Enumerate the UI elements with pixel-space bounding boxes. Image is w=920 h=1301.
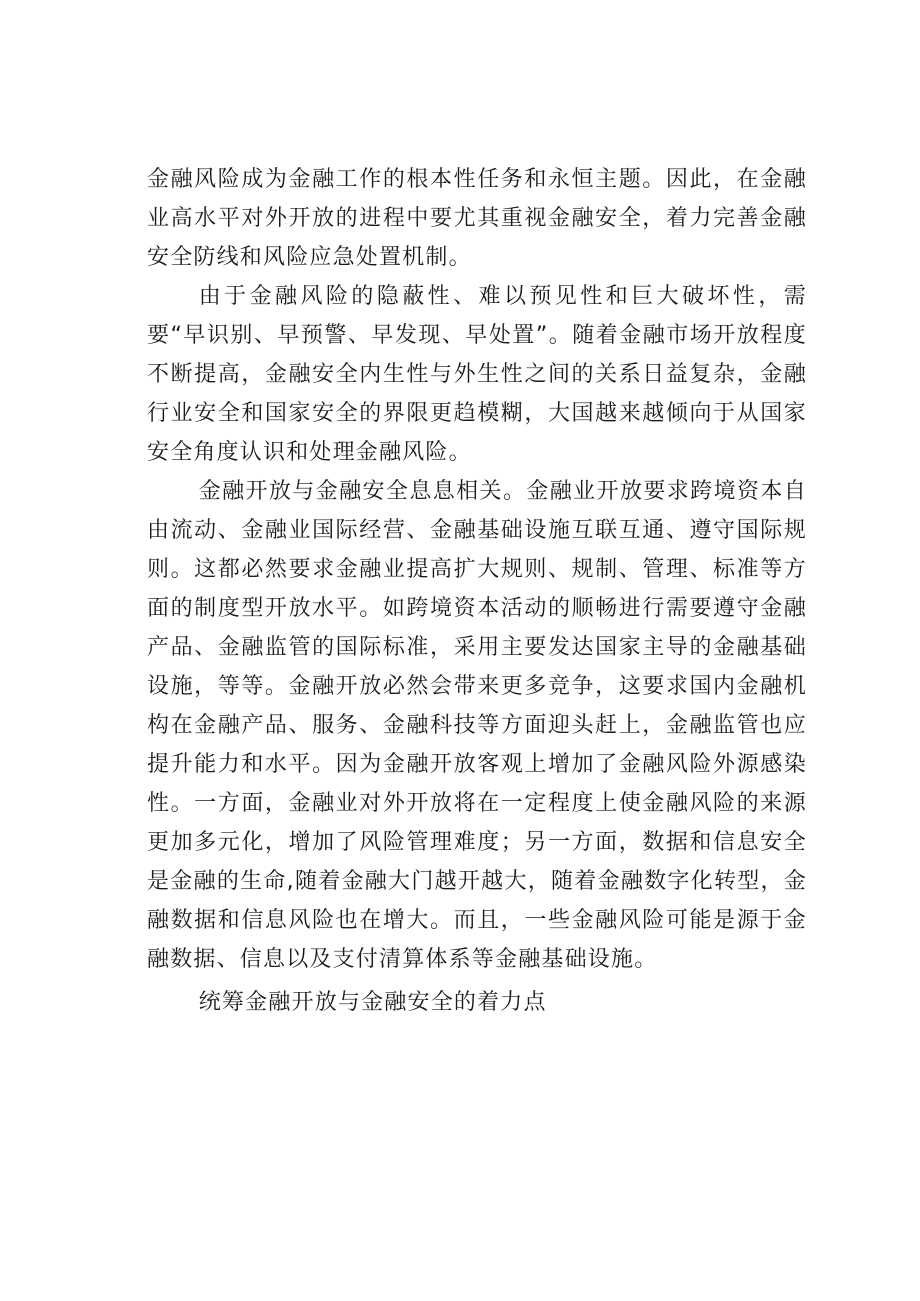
document-body [147, 160, 807, 1022]
paragraph-risk-characteristics: 由于金融风险的隐蔽性、难以预见性和巨大破坏性，需要“早识别、早预警、早发现、早处置”。随着金融市场开放程度不断提高，金融安全内生性与外生性之间的关系日益复杂，金融行业安全和国家安全的界限更趋模糊，大国越来越倾向于从国家安全角度认识和处理金融风险。 [147, 284, 807, 465]
paragraph-openness-and-security: 金融开放与金融安全息息相关。金融业开放要求跨境资本自由流动、金融业国际经营、金融基础设施互联互通、遵守国际规则。这都必然要求金融业提高扩大规则、规制、管理、标准等方面的制度型开放水平。如跨境资本活动的顺畅进行需要遵守金融产品、金融监管的国际标准，采用主要发达国家主导的金融基础设施，等等。金融开放必然会带来更多竞争，这要求国内金融机构在金融产品、服务、金融科技等方面迎头赶上，金融监管也应提升能力和水平。因为金融开放客观上增加了金融风险外源感染性。一方面，金融业对外开放将在一定程度上使金融风险的来源更加多元化，增加了风险管理难度；另一方面，数据和信息安全是金融的生命,随着金融大门越开越大，随着金融数字化转型，金融数据和信息风险也在增大。而且，一些金融风险可能是源于金融数据、信息以及支付清算体系等金融基础设施。 [147, 479, 807, 972]
section-heading: 统筹金融开放与金融安全的着力点 [198, 990, 547, 1015]
paragraph-continued: 金融风险成为金融工作的根本性任务和永恒主题。因此，在金融业高水平对外开放的进程中要尤其重视金融安全，着力完善金融安全防线和风险应急处置机制。 [147, 167, 807, 270]
